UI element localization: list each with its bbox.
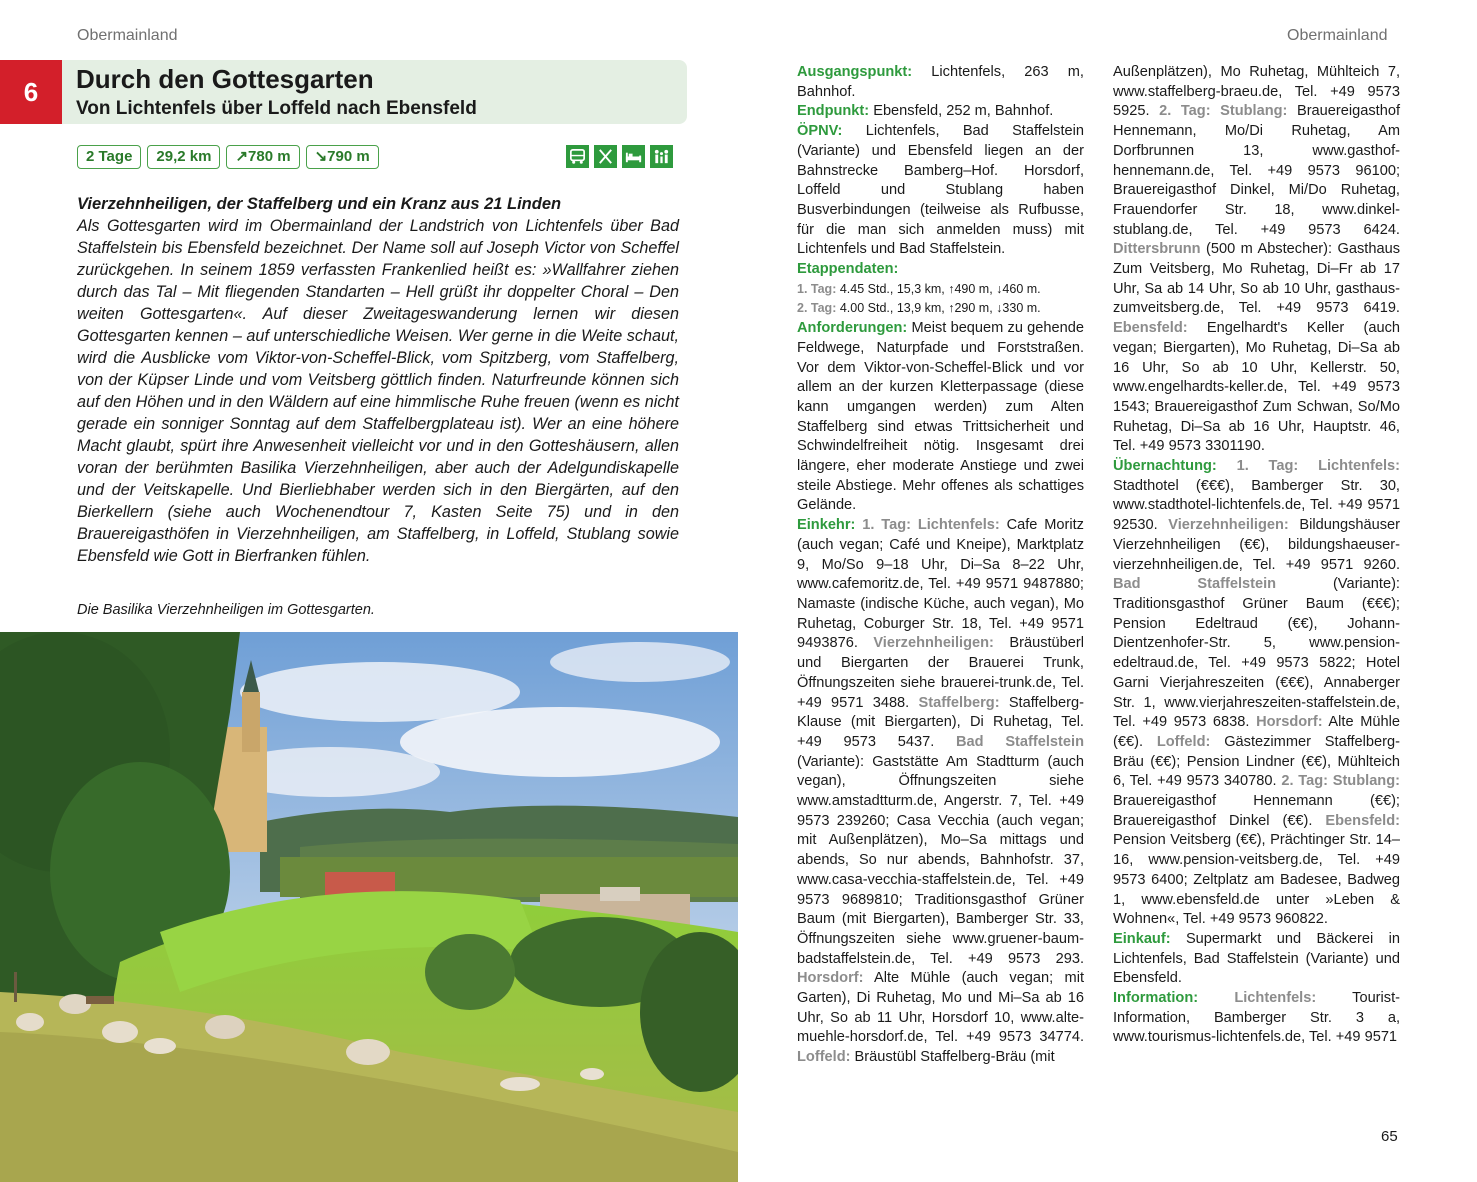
stay-text-6: Brauereigasthof Hennemann (€€); Brauereigasthof Dinkel (€€). bbox=[1113, 793, 1400, 829]
basilica-photo bbox=[0, 632, 738, 1182]
stage1-label: 1. Tag: bbox=[797, 281, 837, 296]
start-text: Lichtenfels, 263 m, Bahnhof. bbox=[797, 64, 1084, 100]
food-cont-text-4: Engelhardt's Keller (auch vegan; Biergarten), Mo Ruhetag, Di–Sa ab 16 Uhr, So ab 10 Uhr, Kellerstr. 50, www.engelhardts-keller.de, Tel. +49 9573 1543; Brauereigasthof Zum Schwan, So/Mo Ruhetag, Di–Sa ab 16 Uhr, Hauptstr. 46, Tel. +49 9573 3301190. bbox=[1113, 320, 1400, 455]
title-box bbox=[62, 60, 687, 124]
shopping-label: Einkauf: bbox=[1113, 930, 1171, 947]
stage2-text: 4.00 Std., 13,9 km, ↑290 m, ↓330 m. bbox=[836, 301, 1041, 316]
food-cont-text-3: (500 m Abstecher): Gasthaus Zum Veitsberg, Mo Ruhetag, Di–Fr ab 17 Uhr, Sa ab 14 Uhr, So ab 10 Uhr, gasthaus-zumveitsberg.de, Tel. +49 9573 6419. bbox=[1113, 241, 1400, 317]
food-place-6: Loffeld: bbox=[797, 1049, 851, 1066]
stages-label: Etappendaten: bbox=[797, 261, 899, 278]
information-place: Lichtenfels: bbox=[1198, 990, 1317, 1007]
bed-icon bbox=[622, 145, 645, 168]
food-cont-place-4: Ebensfeld: bbox=[1113, 320, 1188, 337]
shopping-text: Supermarkt und Bäckerei in Lichtenfels, Bad Staffelstein (Variante) und Ebensfeld. bbox=[1113, 930, 1400, 987]
page-number: 65 bbox=[1381, 1128, 1398, 1145]
intro-text: Als Gottesgarten wird im Obermainland der Landstrich von Lichtenfels über Bad Staffelstein bis Ebensfeld bezeichnet. Der Name soll auf Joseph Victor von Scheffel zurückgehen. In seinem 1859 verfassten Frankenlied heißt es: »Wallfahrer ziehen durch das Tal – Mit fliegenden Standarten – Hell grüßt ihr doppelter Choral – Den weiten Gottesgarten«. Auf dieser Zweitageswanderung lernen wir diesen Gottesgarten kennen – auf unterschiedliche Weisen. Wer gerne in die Weite schaut, wird die Ausblicke vom Viktor-von-Scheffel-Blick, vom Spitzberg, vom Staffelberg, von der Küpser Linde und vom Veitsberg göttlich finden. Naturfreunde können sich auf den Höhen und in den Wäldern auf eine himmlische Ruhe freuen (wenn es nicht gerade ein sonniger Sonntag auf dem Staffelbergplateau ist). Wer an eine höhere Macht glaubt, spürt ihre Anwesenheit vielleicht vor und in den Gotteshäusern, allen voran der berühmten Basilika Vierzehnheiligen, aber auch der Adelgundiskapelle und der Veitskapelle. Und Bierliebhaber werden sich in den Biergärten, auf den Bierkellern (siehe auch Wochenendtour 7, Kasten Seite 75) und in den Brauereigasthöfen in Vierzehnheiligen, am Staffelberg, in Loffeld, Stublang sowie Ebensfeld wie Gott in Bierfranken fühlen. bbox=[77, 217, 679, 565]
stage2-line bbox=[797, 299, 1084, 319]
information-text: Tourist-Information, Bamberger Str. 3 a, www.tourismus-lichtenfels.de, Tel. +49 9571 bbox=[1113, 990, 1400, 1046]
stay-place-4: Horsdorf: bbox=[1249, 714, 1323, 731]
food-place-5: Horsdorf: bbox=[797, 970, 864, 987]
tour-facts bbox=[77, 145, 379, 169]
oepnv-label: ÖPNV: bbox=[797, 123, 843, 140]
tour-title: Durch den Gottesgarten bbox=[76, 64, 374, 94]
food-cont-text-2: Brauereigasthof Hennemann, Mo/Di Ruhetag, Am Dorfbrunnen 13, www.gasthof-hennemann.de, Tel. +49 9573 96100; Brauereigasthof Dinkel, Mi/Do Ruhetag, Frauendorfer Str. 18, www.dinkel-stublang.de, Tel. +49 9573 6424. bbox=[1113, 103, 1401, 238]
tour-number-badge: 6 bbox=[0, 60, 62, 124]
stay-text-2: Bildungshäuser Vierzehnheiligen (€€), bildungshaeuser-vierzehnheiligen.de, Tel. +49 9571 9260. bbox=[1113, 517, 1400, 573]
stay-place-2: Vierzehnheiligen: bbox=[1157, 517, 1289, 534]
stay-text-7: Pension Veitsberg (€€), Prächtinger Str. 14–16, www.pension-veitsberg.de, Tel. +49 9573 6400; Zeltplatz am Badesee, Badweg 1, www.ebensfeld.de unter »Leben & Wohnen«, Tel. +49 9573 960822. bbox=[1113, 832, 1400, 928]
stage1-text: 4.45 Std., 15,3 km, ↑490 m, ↓460 m. bbox=[836, 281, 1041, 296]
stage2-label: 2. Tag: bbox=[797, 301, 837, 316]
descent-badge: ↘790 m bbox=[306, 145, 379, 169]
stay-place-6: 2. Tag: Stublang: bbox=[1276, 773, 1400, 790]
running-header-right: Obermainland bbox=[1287, 27, 1388, 44]
food-text-3: Staffelberg-Klause (mit Biergarten), Di Ruhetag, Tel. +49 9573 5437. bbox=[797, 694, 1085, 750]
intro-lead: Vierzehnheiligen, der Staffelberg und ein Kranz aus 21 Linden bbox=[77, 195, 562, 213]
food-text-2: Bräustüberl und Biergarten der Brauerei Trunk, Öffnungszeiten siehe brauerei-trunk.de, Tel. +49 9571 3488. bbox=[797, 635, 1084, 711]
stay-text-3: (Variante): Traditionsgasthof Grüner Baum (€€€); Pension Edeltraud (€€), Johann-Dientzenhofer-Str. 5, www.pension-edeltraud.de, Tel. +49 9573 5822; Hotel Garni Vierjahreszeiten (€€€), Annaberger Str. 1, www.vierjahreszeiten-staffelstein.de, Tel. +49 9573 6838. bbox=[1113, 576, 1400, 731]
food-place-3: Staffelberg: bbox=[909, 694, 1000, 711]
food-cont-place-2: 2. Tag: Stublang: bbox=[1149, 103, 1288, 120]
food-cont-place-3: Dittersbrunn bbox=[1113, 241, 1201, 258]
food-cont-text-1: Außenplätzen), Mo Ruhetag, Mühlteich 7, www.staffelberg-braeu.de, Tel. +49 9573 5925. bbox=[1113, 64, 1400, 120]
family-icon bbox=[650, 145, 673, 168]
running-header-left: Obermainland bbox=[77, 27, 178, 44]
restaurant-icon bbox=[594, 145, 617, 168]
stay-text-4: Alte Mühle (€€). bbox=[1113, 714, 1400, 750]
stay-place-5: Loffeld: bbox=[1143, 733, 1211, 750]
end-label: Endpunkt: bbox=[797, 103, 870, 120]
stay-place-7: Ebensfeld: bbox=[1312, 812, 1401, 829]
stay-label: Übernachtung: bbox=[1113, 458, 1217, 475]
food-label: Einkehr: bbox=[797, 517, 856, 534]
food-day1-place: 1. Tag: Lichtenfels: bbox=[855, 517, 1000, 534]
stay-place-1: 1. Tag: Lichtenfels: bbox=[1216, 458, 1400, 475]
info-column-left bbox=[797, 63, 1084, 1068]
stay-place-3: Bad Staffelstein bbox=[1113, 576, 1277, 593]
start-label: Ausgangspunkt: bbox=[797, 64, 913, 80]
requirements-text: Meist bequem zu gehende Feldwege, Naturpfade und Forststraßen. Vor dem Viktor-von-Scheffel-Blick und vor allem an der kurzen Kletterpassage (diese kann umgangen werden) zum Alten Staffelberg sind etwas Trittsicherheit und Schwindelfreiheit nötig. Insgesamt drei längere, eher moderate Anstiege und zwei steile Abstiege. Mehr offenes als schattiges Gelände. bbox=[797, 320, 1084, 514]
duration-badge: 2 Tage bbox=[77, 145, 141, 169]
oepnv-text: Lichtenfels, Bad Staffelstein (Variante) und Ebensfeld liegen an der Bahnstrecke Bamberg–Hof. Horsdorf, Loffeld und Stublang haben Busverbindungen (teilweise als Rufbusse, für die man sich anmelden muss) mit Lichtenfels und Bad Staffelstein. bbox=[797, 123, 1084, 258]
info-column-right bbox=[1113, 63, 1400, 1048]
end-text: Ebensfeld, 252 m, Bahnhof. bbox=[869, 103, 1054, 120]
bus-icon bbox=[566, 145, 589, 168]
ascent-badge: ↗780 m bbox=[226, 145, 299, 169]
food-place-4: Bad Staffelstein bbox=[934, 733, 1084, 750]
photo-caption: Die Basilika Vierzehnheiligen im Gottesgarten. bbox=[77, 602, 375, 618]
food-text-6: Bräustübl Staffelberg-Bräu (mit bbox=[850, 1049, 1055, 1066]
stay-text-1: Stadthotel (€€€), Bamberger Str. 30, www.stadthotel-lichtenfels.de, Tel. +49 9571 92530. bbox=[1113, 477, 1400, 534]
information-label: Information: bbox=[1113, 990, 1199, 1007]
food-text-4: (Variante): Gaststätte Am Stadtturm (auch vegan), Öffnungszeiten siehe www.amstadtturm.de, Angerstr. 7, Tel. +49 9573 239260; Casa Vecchia (auch vegan; mit Außenplätzen), Mo–Sa mittags und abends, So nur abends, Bahnhofstr. 37, www.casa-vecchia-staffelstein.de, Tel. +49 9573 9689810; Traditionsgasthof Grüner Baum (mit Biergarten), Bamberger Str. 33, Öffnungszeiten siehe www.gruener-baum-badstaffelstein.de, Tel. +49 9573 293. bbox=[797, 753, 1084, 967]
tour-icons bbox=[566, 145, 673, 168]
stage1-line bbox=[797, 280, 1084, 300]
requirements-label: Anforderungen: bbox=[797, 320, 908, 337]
stay-text-5: Gästezimmer Staffelberg-Bräu (€€); Pension Lindner (€€), Mühlteich 6, Tel. +49 9573 340780. bbox=[1113, 733, 1400, 790]
food-place-2: Vierzehnheiligen: bbox=[857, 635, 994, 652]
distance-badge: 29,2 km bbox=[147, 145, 220, 169]
food-text-1: Cafe Moritz (auch vegan; Café und Kneipe), Marktplatz 9, Mo/So 9–18 Uhr, Di–Sa 8–22 Uhr, www.cafemoritz.de, Tel. +49 9571 9487880; Namaste (indische Küche, auch vegan), Mo Ruhetag, Coburger Str. 18, Tel. +49 9571 9493876. bbox=[797, 517, 1084, 652]
tour-subtitle: Von Lichtenfels über Loffeld nach Ebensfeld bbox=[76, 98, 477, 119]
intro-paragraph bbox=[77, 193, 679, 567]
food-text-5: Alte Mühle (auch vegan; mit Garten), Di Ruhetag, Mo und Mi–Sa ab 16 Uhr, So ab 11 Uhr, Horsdorf 10, www.alte-muehle-horsdorf.de, Tel. +49 9573 34774. bbox=[797, 970, 1084, 1046]
